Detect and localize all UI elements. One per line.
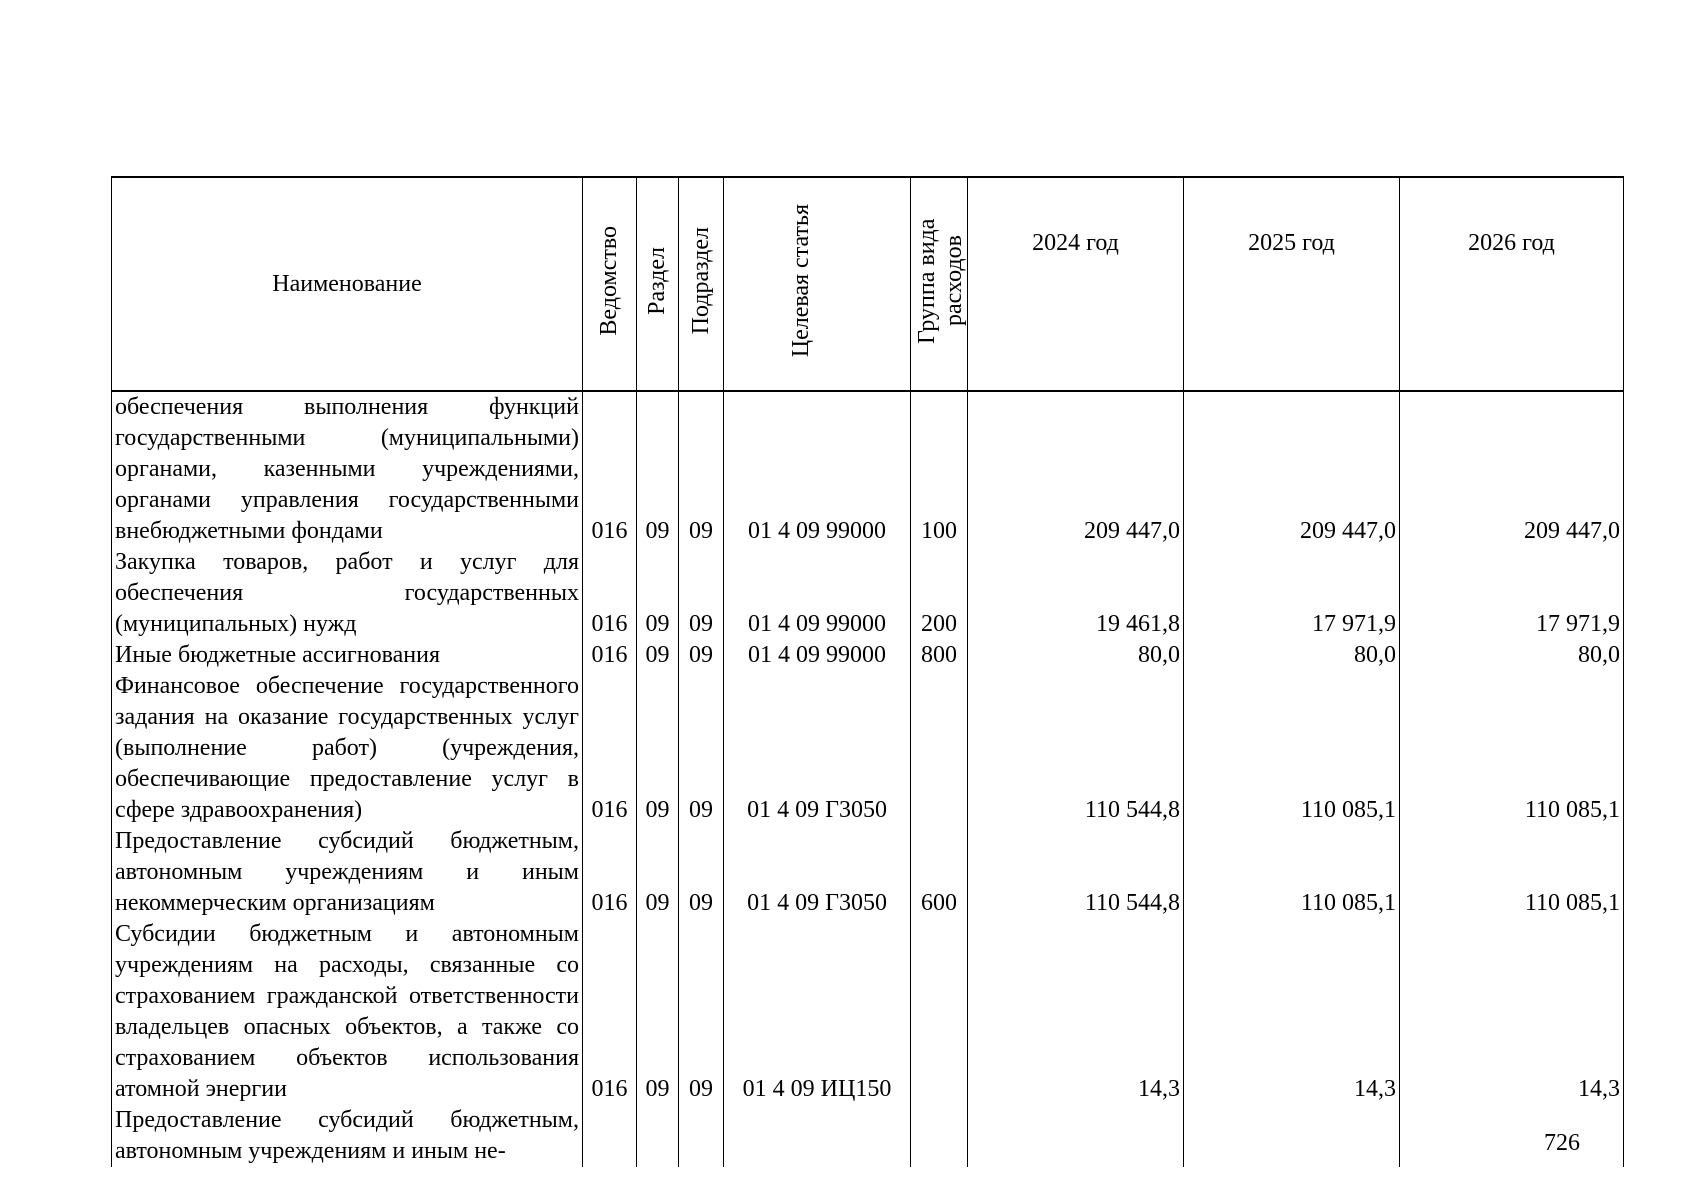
header-year-2026: 2026 год [1400, 177, 1624, 391]
cell-expense-group: 800 [911, 640, 968, 671]
cell-target-article: 01 4 09 99000 [724, 547, 911, 640]
cell-expense-group [911, 671, 968, 826]
cell-2026: 209 447,0 [1400, 391, 1624, 547]
cell-department: 016 [583, 640, 637, 671]
cell-2025: 14,3 [1184, 919, 1400, 1105]
cell-subsection: 09 [679, 547, 724, 640]
cell-2025 [1184, 1105, 1400, 1167]
cell-2026: 110 085,1 [1400, 826, 1624, 919]
page-number: 726 [1544, 1130, 1580, 1156]
cell-section: 09 [637, 547, 679, 640]
header-year-2024: 2024 год [968, 177, 1184, 391]
cell-department: 016 [583, 391, 637, 547]
cell-expense-group [911, 919, 968, 1105]
cell-department: 016 [583, 826, 637, 919]
header-expense-group: Группа вида расходов [911, 177, 968, 391]
cell-subsection: 09 [679, 640, 724, 671]
cell-expense-group: 600 [911, 826, 968, 919]
cell-subsection: 09 [679, 919, 724, 1105]
cell-2024: 80,0 [968, 640, 1184, 671]
cell-subsection [679, 1105, 724, 1167]
cell-2024 [968, 1105, 1184, 1167]
header-target-article: Целевая статья [724, 177, 911, 391]
cell-name: Закупка товаров, работ и услуг для обеспечения государственных (муниципальных) нужд [112, 547, 583, 640]
cell-expense-group: 200 [911, 547, 968, 640]
cell-2026: 17 971,9 [1400, 547, 1624, 640]
header-section: Раздел [637, 177, 679, 391]
cell-subsection: 09 [679, 826, 724, 919]
table-row [112, 640, 1624, 671]
cell-2024: 19 461,8 [968, 547, 1184, 640]
cell-section: 09 [637, 826, 679, 919]
cell-2024: 110 544,8 [968, 671, 1184, 826]
cell-2025: 110 085,1 [1184, 671, 1400, 826]
header-name: Наименование [112, 177, 583, 391]
cell-section: 09 [637, 919, 679, 1105]
cell-name: обеспечения выполнения функций государственными (муниципальными) органами, казенными учреждениями, органами управления государственными внебюджетными фондами [112, 391, 583, 547]
cell-section [637, 1105, 679, 1167]
header-subsection: Подраздел [679, 177, 724, 391]
cell-target-article: 01 4 09 99000 [724, 391, 911, 547]
table-header-row [112, 177, 1624, 391]
cell-name: Иные бюджетные ассигнования [112, 640, 583, 671]
cell-2026: 80,0 [1400, 640, 1624, 671]
cell-name: Финансовое обеспечение государственного задания на оказание государственных услуг (выполнение работ) (учреждения, обеспечивающие предоставление услуг в сфере здравоохранения) [112, 671, 583, 826]
cell-department: 016 [583, 919, 637, 1105]
table-row [112, 547, 1624, 640]
header-year-2025: 2025 год [1184, 177, 1400, 391]
cell-subsection: 09 [679, 671, 724, 826]
cell-2024: 110 544,8 [968, 826, 1184, 919]
cell-2024: 209 447,0 [968, 391, 1184, 547]
cell-2025: 110 085,1 [1184, 826, 1400, 919]
cell-2025: 17 971,9 [1184, 547, 1400, 640]
cell-section: 09 [637, 391, 679, 547]
cell-department [583, 1105, 637, 1167]
cell-department: 016 [583, 547, 637, 640]
cell-2025: 209 447,0 [1184, 391, 1400, 547]
header-department: Ведомство [583, 177, 637, 391]
cell-target-article: 01 4 09 99000 [724, 640, 911, 671]
cell-target-article [724, 1105, 911, 1167]
cell-name: Субсидии бюджетным и автономным учреждениям на расходы, связанные со страхованием гражданской ответственности владельцев опасных объектов, а также со страхованием объектов использования атомной энергии [112, 919, 583, 1105]
cell-subsection: 09 [679, 391, 724, 547]
table-row [112, 919, 1624, 1105]
cell-target-article: 01 4 09 Г3050 [724, 671, 911, 826]
cell-department: 016 [583, 671, 637, 826]
cell-2026: 14,3 [1400, 919, 1624, 1105]
cell-section: 09 [637, 671, 679, 826]
cell-2025: 80,0 [1184, 640, 1400, 671]
cell-name: Предоставление субсидий бюджетным, автономным учреждениям и иным не- [112, 1105, 583, 1167]
table-row [112, 826, 1624, 919]
cell-expense-group [911, 1105, 968, 1167]
cell-target-article: 01 4 09 ИЦ150 [724, 919, 911, 1105]
cell-section: 09 [637, 640, 679, 671]
cell-target-article: 01 4 09 Г3050 [724, 826, 911, 919]
cell-expense-group: 100 [911, 391, 968, 547]
cell-name: Предоставление субсидий бюджетным, автономным учреждениям и иным некоммерческим организациям [112, 826, 583, 919]
cell-2026 [1400, 1105, 1624, 1167]
cell-2024: 14,3 [968, 919, 1184, 1105]
budget-table-wrapper [111, 176, 1623, 1167]
budget-table [111, 176, 1624, 1167]
table-row [112, 391, 1624, 547]
table-row [112, 1105, 1624, 1167]
cell-2026: 110 085,1 [1400, 671, 1624, 826]
table-row [112, 671, 1624, 826]
